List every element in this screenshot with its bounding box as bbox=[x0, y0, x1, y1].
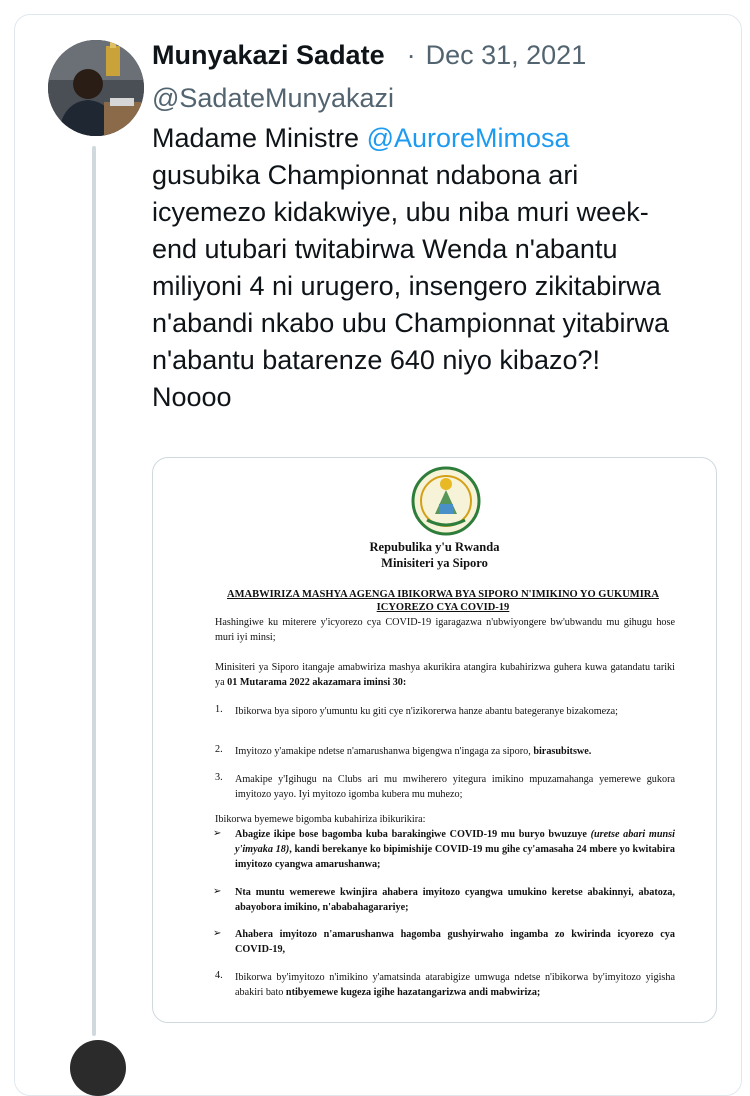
attached-image[interactable] bbox=[152, 457, 717, 1023]
tweet-text-line: icyemezo kidakwiye, ubu niba muri week- bbox=[152, 197, 649, 227]
tweet-text-line: miliyoni 4 ni urugero, insengero zikitabirwa bbox=[152, 271, 661, 301]
doc-bullet-arrow: ➢ bbox=[213, 828, 222, 839]
tweet-text-prefix: Madame Ministre bbox=[152, 123, 367, 153]
user-handle[interactable]: @SadateMunyakazi bbox=[152, 83, 395, 113]
doc-paragraph bbox=[215, 660, 675, 690]
doc-text: Minisiteri ya Siporo itangaje amabwiriza mashya akurikira atangira kubahirizwa guhera kuwa gatandatu tariki ya bbox=[215, 662, 675, 688]
doc-title: AMABWIRIZA MASHYA AGENGA IBIKORWA BYA SIPORO N'IMIKINO YO GUKUMIRA ICYOREZO CYA COVID-19 bbox=[227, 589, 659, 613]
display-name[interactable]: Munyakazi Sadate bbox=[152, 40, 385, 70]
ministry-document bbox=[153, 458, 716, 1022]
separator-dot: · bbox=[406, 40, 416, 70]
doc-bullet-item: Ahabera imyitozo n'amarushanwa hagomba gushyirwaho ingamba zo kwirinda icyorezo cya COVID-19, bbox=[235, 929, 675, 955]
doc-item-number: 3. bbox=[215, 772, 223, 783]
doc-ministry: Minisiteri ya Siporo bbox=[381, 556, 488, 570]
doc-text: Ibikorwa by'imyitozo n'imikino y'amatsinda atarabigize umwuga ndetse n'ibikorwa by'imyitozo yigisha abakiri bato bbox=[235, 972, 675, 998]
tweet-text-line: n'abandi nkabo ubu Championnat yitabirwa bbox=[152, 308, 670, 338]
doc-bullet-arrow: ➢ bbox=[213, 886, 222, 897]
doc-item-number: 2. bbox=[215, 744, 223, 755]
doc-list-item bbox=[235, 744, 675, 759]
rwanda-seal-icon bbox=[411, 466, 481, 536]
tweet-text-line: Noooo bbox=[152, 382, 232, 412]
mention-link[interactable]: @AuroreMimosa bbox=[366, 123, 570, 153]
doc-list-item bbox=[235, 970, 675, 1000]
doc-text-bold: ntibyemewe kugeza igihe hazatangarizwa andi mabwiriza; bbox=[285, 987, 541, 998]
avatar-image bbox=[48, 40, 144, 136]
thread-line bbox=[92, 146, 96, 1036]
tweet-date[interactable]: Dec 31, 2021 bbox=[425, 40, 587, 70]
doc-text-bold: Abagize ikipe bose bagomba kuba barakingiwe COVID-19 mu buryo bwuzuye bbox=[235, 829, 591, 840]
doc-text-bold: 01 Mutarama 2022 akazamara iminsi 30: bbox=[227, 677, 407, 688]
avatar[interactable] bbox=[48, 40, 144, 136]
doc-bullet-item bbox=[235, 827, 675, 872]
doc-text-bold: birasubitswe. bbox=[533, 746, 592, 757]
tweet-header bbox=[152, 40, 586, 78]
tweet-text-line: gusubika Championnat ndabona ari bbox=[152, 160, 579, 190]
doc-item-number: 4. bbox=[215, 970, 223, 981]
doc-text-bold: , kandi berekanye ko bipimishije COVID-19 mu gihe cy'amasaha 24 mbere yo kwitabira imyitozo cyangwa amarushanwa; bbox=[235, 844, 675, 870]
tweet-text-line bbox=[152, 120, 722, 157]
tweet-text-line: end utubari twitabirwa Wenda n'abantu bbox=[152, 234, 618, 264]
doc-item-number: 1. bbox=[215, 704, 223, 715]
doc-paragraph: Hashingiwe ku miterere y'icyorezo cya COVID-19 igaragazwa n'ubwiyongere bw'ubwandu mu gihugu hose muri iyi minsi; bbox=[215, 617, 675, 643]
doc-list-item: Amakipe y'Igihugu na Clubs ari mu mwiherero yitegura imikino mpuzamahanga yemerewe gukora imyitozo yayo. Iyi myitozo igomba kubera mu muhezo; bbox=[235, 774, 675, 800]
next-tweet-avatar[interactable] bbox=[70, 1040, 126, 1096]
tweet-text bbox=[152, 120, 722, 416]
doc-paragraph: Ibikorwa byemewe bigomba kubahiriza ibikurikira: bbox=[215, 814, 426, 825]
doc-list-item: Ibikorwa bya siporo y'umuntu ku giti cye n'izikorerwa hanze abantu bategeranye bizakomeza; bbox=[235, 706, 619, 717]
doc-text-bold-italic: (uretse abari munsi y'imyaka 18) bbox=[235, 829, 675, 855]
tweet-text-line: n'abantu batarenze 640 niyo kibazo?! bbox=[152, 345, 600, 375]
doc-republic: Repubulika y'u Rwanda bbox=[369, 540, 500, 554]
doc-text: Imyitozo y'amakipe ndetse n'amarushanwa bigengwa n'ingaga za siporo, bbox=[235, 746, 534, 757]
doc-bullet-item: Nta muntu wemerewe kwinjira ahabera imyitozo cyangwa umukino keretse abakinnyi, abatoza, abayobora imikino, n'ababahagarariye; bbox=[235, 887, 675, 913]
doc-bullet-arrow: ➢ bbox=[213, 928, 222, 939]
